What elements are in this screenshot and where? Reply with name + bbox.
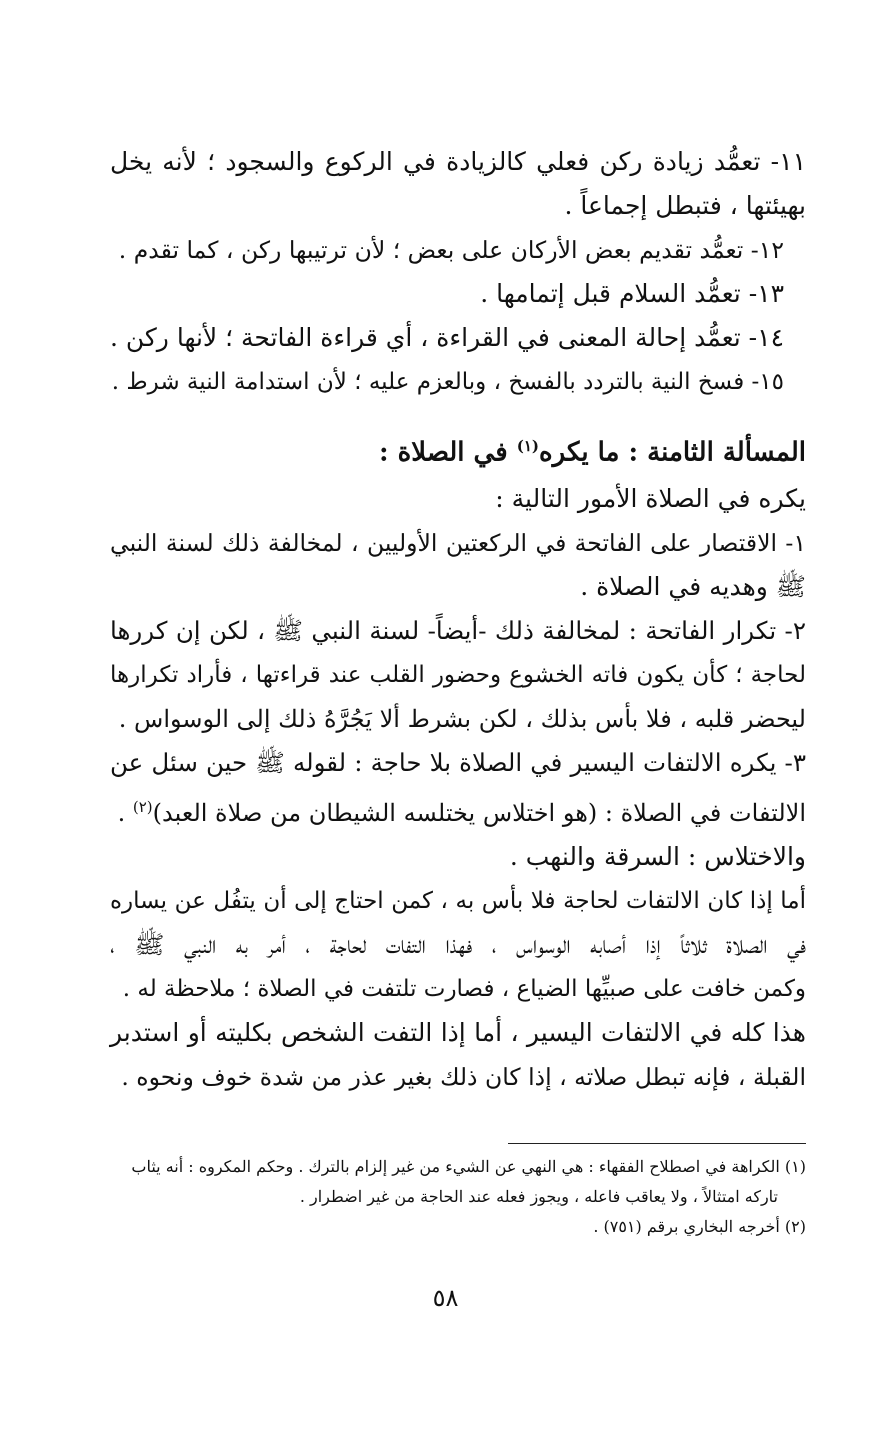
text-line: هذا كله في الالتفات اليسير ، أما إذا التفت الشخص بكليته أو استدبر bbox=[110, 1017, 806, 1047]
footnote-ref: (٢) bbox=[132, 797, 153, 816]
text-line: ١- الاقتصار على الفاتحة في الركعتين الأوليين ، لمخالفة ذلك لسنة النبي bbox=[110, 528, 806, 557]
text-line: ١١- تعمُّد زيادة ركن فعلي كالزيادة في الركوع والسجود ؛ لأنه يخل bbox=[110, 147, 806, 176]
footnotes bbox=[110, 1152, 806, 1242]
text-line: بهيئتها ، فتبطل إجماعاً . bbox=[564, 191, 806, 220]
text-line: لحاجة ؛ كأن يكون فاته الخشوع وحضور القلب عند قراءتها ، فأراد تكرارها bbox=[110, 661, 806, 688]
hadith-text: . bbox=[117, 798, 133, 827]
text-line: ليحضر قلبه ، فلا بأس بذلك ، لكن بشرط ألا يَجُرَّهُ ذلك إلى الوسواس . bbox=[118, 704, 806, 733]
text-line bbox=[110, 785, 806, 835]
text-line: وكمن خافت على صبيِّها الضياع ، فصارت تلتفت في الصلاة ؛ ملاحظة له . bbox=[122, 975, 806, 1002]
main-text bbox=[110, 140, 806, 1099]
text-line: أما إذا كان الالتفات لحاجة فلا بأس به ، كمن احتاج إلى أن يتفُل عن يساره bbox=[110, 887, 806, 914]
section-heading bbox=[110, 422, 806, 477]
text-line: ١٢- تعمُّد تقديم بعض الأركان على بعض ؛ لأن ترتيبها ركن ، كما تقدم . bbox=[118, 236, 784, 264]
text-line: يكره في الصلاة الأمور التالية : bbox=[495, 483, 806, 513]
text-line: ٣- يكره الالتفات اليسير في الصلاة بلا حاجة : لقوله ﷺ حين سئل عن bbox=[110, 747, 806, 777]
footnote-line: (١) الكراهة في اصطلاح الفقهاء : هي النهي عن الشيء من غير إلزام بالترك . وحكم المكروه : أنه يثاب bbox=[131, 1157, 806, 1176]
text-line: ٢- تكرار الفاتحة : لمخالفة ذلك -أيضاً- لسنة النبي ﷺ ، لكن إن كررها bbox=[110, 615, 806, 645]
page-number: ٥٨ bbox=[432, 1284, 459, 1312]
heading-text: في الصلاة : bbox=[379, 437, 517, 468]
text-line: والاختلاس : السرقة والنهب . bbox=[509, 841, 806, 871]
hadith-text: الالتفات في الصلاة : (هو اختلاس يختلسه الشيطان من صلاة العبد) bbox=[152, 798, 806, 827]
text-line: ١٤- تعمُّد إحالة المعنى في القراءة ، أي قراءة الفاتحة ؛ لأنها ركن . bbox=[109, 323, 784, 352]
text-line: ١٣- تعمُّد السلام قبل إتمامها . bbox=[480, 279, 784, 308]
footnote-line: (٢) أخرجه البخاري برقم (٧٥١) . bbox=[593, 1217, 806, 1236]
footnote-ref: (١) bbox=[516, 437, 539, 455]
text-line: ١٥- فسخ النية بالتردد بالفسخ ، وبالعزم عليه ؛ لأن استدامة النية شرط . bbox=[111, 369, 784, 395]
text-line: القبلة ، فإنه تبطل صلاته ، إذا كان ذلك بغير عذر من شدة خوف ونحوه . bbox=[121, 1062, 806, 1091]
footnote-line: تاركه امتثالاً ، ولا يعاقب فاعله ، ويجوز فعله عند الحاجة من غير اضطرار . bbox=[299, 1187, 778, 1206]
heading-text: المسألة الثامنة : ما يكره bbox=[539, 437, 806, 468]
footnote-divider bbox=[508, 1143, 806, 1144]
text-line: في الصلاة ثلاثاً إذا أصابه الوسواس ، فهذا التفات لحاجة ، أمر به النبي ﷺ ، bbox=[110, 929, 806, 959]
text-line: ﷺ وهديه في الصلاة . bbox=[580, 571, 806, 601]
